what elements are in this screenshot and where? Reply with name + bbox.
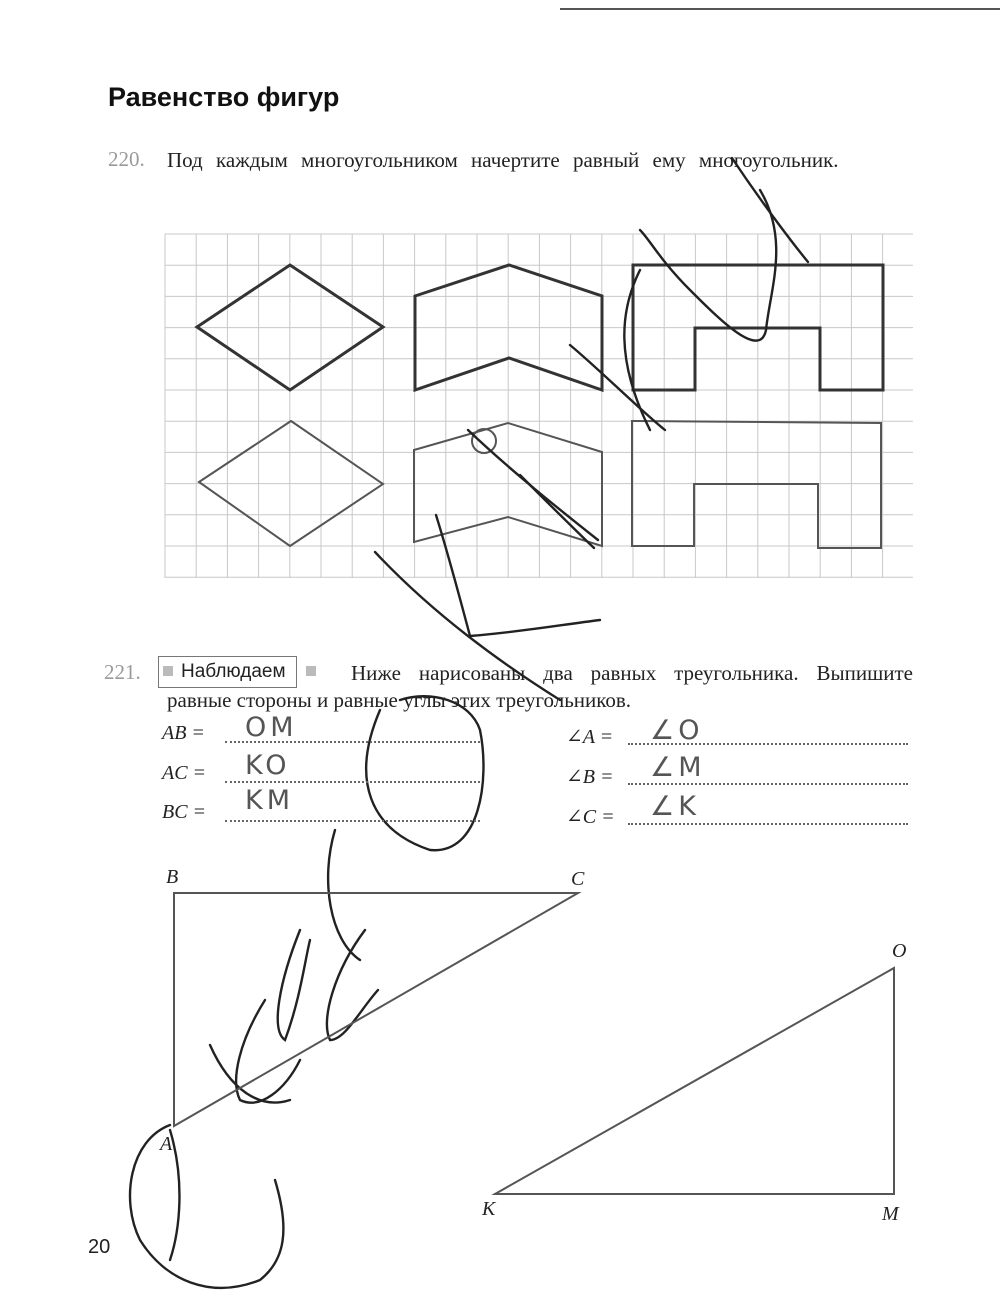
angle-a-answer: ∠O (650, 715, 704, 746)
task-221-text: Ниже нарисованы два равных треугольника. Выпишите равные стороны и равные углы этих треугольников. (167, 661, 913, 712)
angle-b-answer: ∠M (650, 752, 706, 783)
page-title: Равенство фигур (108, 82, 340, 112)
task-221-number: 221. (104, 660, 141, 684)
angle-a-label: ∠A = (566, 726, 614, 748)
vertex-a: A (160, 1133, 173, 1155)
side-ac-answer: KO (245, 750, 291, 781)
task-220-number: 220. (108, 147, 145, 171)
angle-c-label: ∠C = (566, 806, 615, 828)
side-ac-label: AC = (162, 762, 207, 784)
vertex-b: B (166, 866, 179, 888)
vertex-o: O (892, 940, 907, 962)
side-bc-label: BC = (162, 801, 207, 823)
vertex-k: K (482, 1198, 496, 1220)
task-220-text: Под каждым многоугольником начертите равный ему многоугольник. (167, 148, 839, 172)
side-ab-label: AB = (162, 722, 205, 744)
side-ab-answer: OM (245, 712, 298, 743)
page-number: 20 (88, 1236, 111, 1258)
triangle-abc (174, 893, 578, 1126)
triangle-kmo (495, 968, 894, 1194)
vertex-m: M (882, 1203, 899, 1225)
angle-c-answer: ∠K (650, 791, 700, 822)
side-bc-answer: KM (245, 785, 295, 816)
vertex-c: C (571, 868, 585, 890)
angle-b-label: ∠B = (566, 766, 614, 788)
observe-badge-label: Наблюдаем (181, 661, 286, 682)
